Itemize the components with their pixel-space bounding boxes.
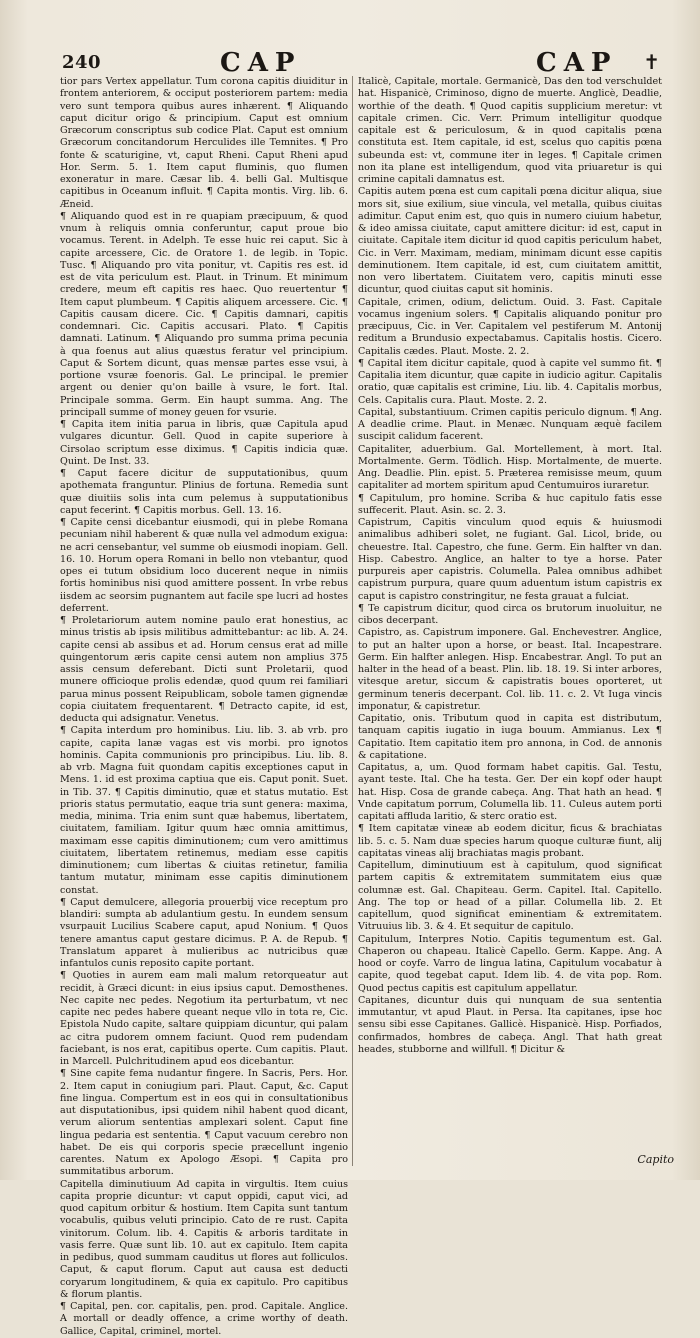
entry-paragraph: ¶ Capita interdum pro hominibus. Liu. lib. 3. ab vrb. pro capite, capita lanæ vagas est vis morbi. pro ignotos hominis. Capita communionis pro principibus. Liu. lib. 8. ab vrb. Magna fuit quondam capitis exceptiones caput in Mens. 1. id est proxima captiua que eis. Caput ponit. Suet. in Tib. 37. ¶ Capitis diminutio, quæ et status mutatio. Est prioris status permutatio, eaque tria sunt genera: maxima, media, minima. Tria enim sunt quæ habemus, libertatem, ciuitatem, familiam. Igitur quum hæc omnia amittimus, maximam esse capitis diminutionem; cum vero amittimus ciuitatem, libertatem retinemus, mediam esse capitis diminutionem; cum libertas & ciuitas retinetur, familia tantum mutatur, minimam esse capitis diminutionem constat. [60, 725, 348, 896]
entry-paragraph: ¶ Caput demulcere, allegoria prouerbij vice receptum pro blandiri: sumpta ab adulantium gestu. In eundem sensum vsurpauit Lucilius Scabere caput, apud Nonium. ¶ Quos tenere amantus caput gestare dicimus. P. A. de Repub. ¶ Translatum apparet à mulieribus ac nutricibus quæ infantulos cunis reposito capite portant. [60, 896, 348, 969]
entry-paragraph: ¶ Te capistrum dicitur, quod circa os brutorum inuoluitur, ne cibos decerpant. [358, 602, 662, 626]
entry-paragraph: Capitaliter, aduerbium. Gal. Mortellement, à mort. Ital. Mortalmente. Germ. Tödlich. Hisp. Mortalmente, de muerte. Ang. Deadlie. Plin. epist. 5. Præterea remisisse meum, quum capitaliter ad mortem spiritum apud Centumuiros iuraretur. [358, 443, 662, 492]
entry-paragraph: ¶ Capite censi dicebantur eiusmodi, qui in plebe Romana pecuniam nihil haberent & quæ nulla vel admodum exigua: ne acri censebantur, vel summe ob eiusmodi inopiam. Gell. 16. 10. Horum opera Romani in bello non vtebantur, quod opes ei tutum obsidium loco ducerent neque in nimiis fortis hominibus nisi quod amittere possent. In vrbe rebus iisdem ac seorsim pugnantem aut facile spe lucri ad hostes deferrent. [60, 517, 348, 614]
entry-paragraph: Capitella diminutiuum Ad capita in virgultis. Item cuius capita proprie dicuntur: vt caput oppidi, caput vici, ad quod capitum orbitur & hostium. Item Capita sunt tantum vocabulis, quibus veluti principio. Cato de re rust. Capita vinitorum. Colum. lib. 4. Capitis & arboris tarditate in vasis ferre. Quæ sunt lib. 10. aut ex capitulo. Item capita in pedibus, quod summam cauditus ut flores aut folliculos. Caput, & caput florum. Caput aut causa est deducti coryarum longitudinem, & quia ex capitulo. Pro capitibus & florum plantis. [60, 1178, 348, 1300]
header-ornament-icon: ✝ [643, 50, 660, 74]
entry-paragraph: ¶ Capitulum, pro homine. Scriba & huc capitulo fatis esse suffecerit. Plaut. Asin. sc. 2. 3. [358, 492, 662, 516]
entry-paragraph: ¶ Capital, pen. cor. capitalis, pen. prod. Capitale. Anglice. A mortall or deadly offence, a crime worthy of death. Gallice, Capital, criminel, mortel. [60, 1301, 348, 1337]
right-column [358, 76, 662, 1170]
entry-paragraph: ¶ Capital item dicitur capitale, quod à capite vel summo fit. ¶ Capitalia item dicuntur, quæ capite in iudicio agitur. Capitalis oratio, quæ capitalis est crimine, Liu. lib. 4. Capitalis morbus, Cels. Capitalis cura. Plaut. Moste. 2. 2. [358, 357, 662, 406]
entry-paragraph: Capitatus, a, um. Quod formam habet capitis. Gal. Testu, ayant teste. Ital. Che ha testa. Ger. Der ein kopf oder haupt hat. Hisp. Cosa de grande cabeça. Ang. That hath an head. ¶ Vnde capitatum porrum, Columella lib. 11. Culeus autem porti capitati affluda laritio, & sterc oratio est. [358, 762, 662, 822]
entry-paragraph: Capitis autem pœna est cum capitali pœna dicitur aliqua, siue mors sit, siue exilium, siue vincula, vel metalla, quibus ciuitas adimitur. Caput enim est, quo quis in numero ciuium habetur, & ideo amissa ciuitate, caput amittere dicitur: id est, caput in ciuitate. Capitale item dicitur id quod capitis periculum habet, Cic. in Verr. Maximam, mediam, minimam dicunt esse capitis deminutionem. Item capitale, id est, cum ciuitatem amittit, non vero libertatem. Ciuitatem vero, capitis minuti esse dicuntur, quod ciuitas caput sit hominis. [358, 186, 662, 296]
entry-paragraph: tior pars Vertex appellatur. Tum corona capitis diuiditur in frontem anteriorem, & occiput posteriorem partem: media vero sunt tempora quibus aures inhærent. ¶ Aliquando caput dicitur origo & principium. Caput est omnium Græcorum conscriptus sub codice Plat. Caput est omnium Græcorum concitandorum Herculides ille Temnites. ¶ Pro fonte & scaturigine, vt, caput Rheni. Caput Rheni apud Hor. Serm. 5. 1. Item caput fluminis, quo flumen exoneratur in mare. Cæsar lib. 4. belli Gal. Multisque capitibus in Oceanum influit. ¶ Capita montis. Virg. lib. 6. Æneid. [60, 76, 348, 210]
entry-paragraph: ¶ Item capitatæ vineæ ab eodem dicitur, ficus & brachiatas lib. 5. c. 5. Nam duæ species harum quoque culturæ fiunt, alij capitatas vineas alij brachiatas magis probant. [358, 823, 662, 859]
entry-paragraph: Capitulum, Interpres Notio. Capitis tegumentum est. Gal. Chaperon ou chapeau. Italicè Capello. Germ. Kappe. Ang. A hood or coyfe. Varro de lingua latina, Capitulum vocabatur à capite, quod tegebat caput. Idem lib. 4. de vita pop. Rom. Quod pectus capitis est capitulum appellatur. [358, 933, 662, 994]
page-header [62, 48, 664, 76]
entry-paragraph: ¶ Proletariorum autem nomine paulo erat honestius, ac minus tristis ab ipsis militibus admittebantur: ac lib. A. 24. capite censi ab assibus et ad. Horum census erat ad mille quingentorum æris capite censi autem non amplius 375 assis censum deferebant. Dicti sunt Proletarii, quod munere officioque prolis edendæ, quod quum rei familiari parua minus possent Reipublicam, sobole tamen gignendæ copia ciuitatem frequentarent. ¶ Detracto capite, id est, deducta qui adsignatur. Venetus. [60, 615, 348, 724]
left-column [60, 76, 348, 1337]
entry-paragraph: Capitatio, onis. Tributum quod in capita est distributum, tanquam capitis iugatio in iuga bouum. Ammianus. Lex ¶ Capitatio. Item capitatio item pro annona, in Cod. de annonis & capitatione. [358, 713, 662, 761]
running-head-left: CAP [220, 48, 302, 78]
entry-paragraph: ¶ Quoties in aurem eam mali malum retorqueatur aut recidit, à Græci dicunt: in eius ipsius caput. Demosthenes. Nec capite nec pedes. Negotium ita perturbatum, vt nec capite nec pedes habere queant neque vllo in tota re, Cic. Epistola Nudo capite, saltare quippiam dicuntur, qui palam ac citra pudorem omnem faciunt. Quod rem pudendam faciebant, is nos erat, capitibus operte. Cum capitis. Plaut. in Marcell. Pulchritudinem apud eos dicebantur. [60, 970, 348, 1067]
entry-paragraph: ¶ Capita item initia parua in libris, quæ Capitula apud vulgares dicuntur. Gell. Quod in capite superiore à Cirsolao scriptum esse diximus. ¶ Capitis indicia quæ. Quint. De Inst. 33. [60, 419, 348, 467]
entry-paragraph: ¶ Sine capite fema nudantur fingere. In Sacris, Pers. Hor. 2. Item caput in coniugium pari. Plaut. Caput, &c. Caput fine lingua. Compertum est in eos qui in consultationibus aut disputationibus, ipsi quidem nihil habent quod dicant, verum aliorum sententias amplexari solent. Caput fine lingua pedaria est sententia. ¶ Caput vacuum cerebro non habet. De eis qui corporis specie præcellunt ingenio carentes. Natum ex Apologo Æsopi. ¶ Capita pro summitatibus arborum. [60, 1068, 348, 1178]
entry-paragraph: ¶ Caput facere dicitur de supputationibus, quum apothemata franguntur. Plinius de fortuna. Remedia sunt quæ diuitiis solis inta cum pelemus à supputationibus caput fecerint. ¶ Capitis morbus. Gell. 13. 16. [60, 468, 348, 516]
entry-paragraph: Capistrum, Capitis vinculum quod equis & huiusmodi animalibus adhiberi solet, ne fugiant. Gal. Licol, bride, ou cheuestre. Ital. Capestro, che fune. Germ. Ein halfter vn dan. Hisp. Cabestro. Anglice, an halter to tye a horse. Pater purpureis aper capistris. Columella. Palea omnibus adhibet capistrum purpura, quare quum aduentum istum capistris ex caput is capistro constringitur, ne festa grauat a fulciat. [358, 517, 662, 602]
entry-paragraph: Capital, substantiuum. Crimen capitis periculo dignum. ¶ Ang. A deadlie crime. Plaut. in Menæc. Nunquam æquè facilem suscipit calidum facerent. [358, 406, 662, 443]
entry-paragraph: Capistro, as. Capistrum imponere. Gal. Enchevestrer. Anglice, to put an halter upon a horse, or beast. Ital. Incapestrare. Germ. Ein halfter anlegen. Hisp. Encabestrar. Angl. To put an halter in the head of a beast. Plin. lib. 18. 19. Si inter arbores, vitesque aretur, siccum & capistratis boues oporteret, ut germinum teneris decerpant. Col. lib. 11. c. 2. Vt Iuga vincis imponatur, & capistretur. [358, 627, 662, 712]
running-head-right: CAP [536, 48, 618, 78]
entry-paragraph: Capitale, crimen, odium, delictum. Ouid. 3. Fast. Capitale vocamus ingenium solers. ¶ Capitalis aliquando ponitur pro præcipuus, Cic. in Ver. Capitalem vel pestiferum M. Antonij reditum a Brundusio expectabamus. Capitalis hostis. Cicero. Capitalis cædes. Plaut. Moste. 2. 2. [358, 296, 662, 357]
entry-paragraph: ¶ Aliquando quod est in re quapiam præcipuum, & quod vnum à reliquis omnia conferuntur, caput proue bio vocamus. Terent. in Adelph. Te esse huic rei caput. Sic à capite arcessere, Cic. de Oratore 1. de legib. in Topic. Tusc. ¶ Aliquando pro vita ponitur, vt. Capitis res est. id est de vita periculum est. Plaut. in Trinum. Et minimum credere, meum eft capitis res haec. Quo reuertentur ¶ Item caput plumbeum. ¶ Capitis aliquem arcessere. Cic. ¶ Capitis causam dicere. Cic. ¶ Capitis damnari, capitis condemnari. Cic. Capitis accusari. Plato. ¶ Capitis damnati. Latinum. ¶ Aliquando pro summa prima pecunia à qua foenus aut alius quæstus feratur vel principium. Caput & Sortem dicunt, quas mensæ partes esse vsui, à portione vsuræ foenoris. Gal. Le principal. le premier argent ou denier qu'on baille à vsure, le fort. Ital. Principale somma. Germ. Ein haupt summa. Ang. The principall summe of money geuen for vsurie. [60, 210, 348, 418]
column-divider [352, 76, 353, 1166]
catchword: Capito [637, 1153, 674, 1166]
entry-paragraph: Italicè, Capitale, mortale. Germanicè, Das den tod verschuldet hat. Hispanicè, Criminoso, digno de muerte. Anglicè, Deadlie, worthie of the death. ¶ Quod capitis supplicium meretur: vt capitale crimen. Cic. Verr. Primum intelligitur quodque capitale est & periculosum, & in quod capitalis pœna constituta est. Item capitale, id est, scelus quo capitis pœna subeunda est: vt, commune iter in leges. ¶ Capitale crimen non ita plane est intelligendum, quod vita priuaretur is qui crimine capitali damnatus est. [358, 76, 662, 185]
page-number: 240 [62, 52, 102, 73]
entry-paragraph: Capitellum, diminutiuum est à capitulum, quod significat partem capitis & extremitatem summitatem eius quæ columnæ est. Gal. Chapiteau. Germ. Capitel. Ital. Capitello. Ang. The top or head of a pillar. Columella lib. 2. Et capitellum, quod significat eminentiam & extremitatem. Vitruuius lib. 3. & 4. Et sequitur de capitulo. [358, 860, 662, 933]
entry-paragraph: Capitanes, dicuntur duis qui nunquam de sua sententia immutantur, vt apud Plaut. in Persa. Ita capitanes, ipse hoc sensu sibi esse Capitanes. Gallicè. Hispanicè. Hisp. Porfiados, confirmados, hombres de cabeça. Angl. That hath great heades, stubborne and willfull. ¶ Dicitur & [358, 994, 662, 1055]
